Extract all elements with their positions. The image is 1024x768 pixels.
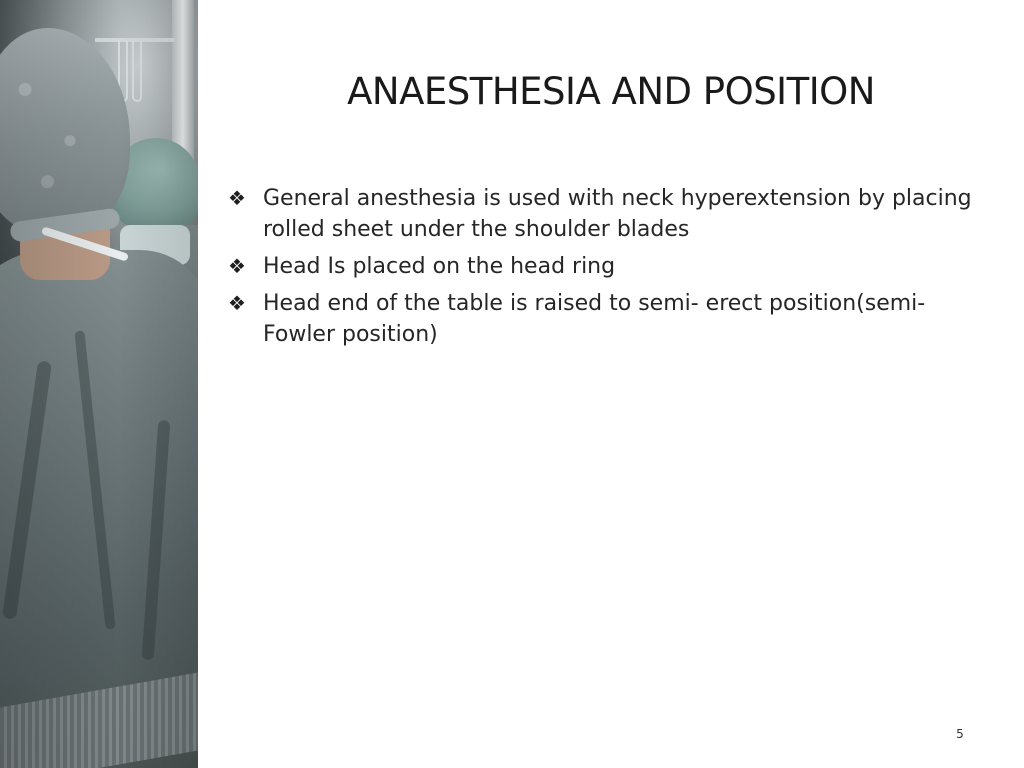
bullet-list xyxy=(228,183,978,356)
photo-shade xyxy=(0,0,198,768)
bullet-text: Head end of the table is raised to semi- erect position(semi- Fowler position) xyxy=(263,291,926,347)
diamond-bullet-icon: ❖ xyxy=(228,254,246,278)
bullet-item xyxy=(228,288,978,350)
slide-title: ANAESTHESIA AND POSITION xyxy=(347,70,875,113)
bullet-item xyxy=(228,183,978,245)
bullet-text: General anesthesia is used with neck hyperextension by placing rolled sheet under the shoulder blades xyxy=(263,186,972,242)
surgeons-photo xyxy=(0,0,198,768)
diamond-bullet-icon: ❖ xyxy=(228,186,246,210)
page-number: 5 xyxy=(956,727,964,741)
bullet-item xyxy=(228,251,978,282)
diamond-bullet-icon: ❖ xyxy=(228,291,246,315)
bullet-text: Head Is placed on the head ring xyxy=(263,254,616,279)
